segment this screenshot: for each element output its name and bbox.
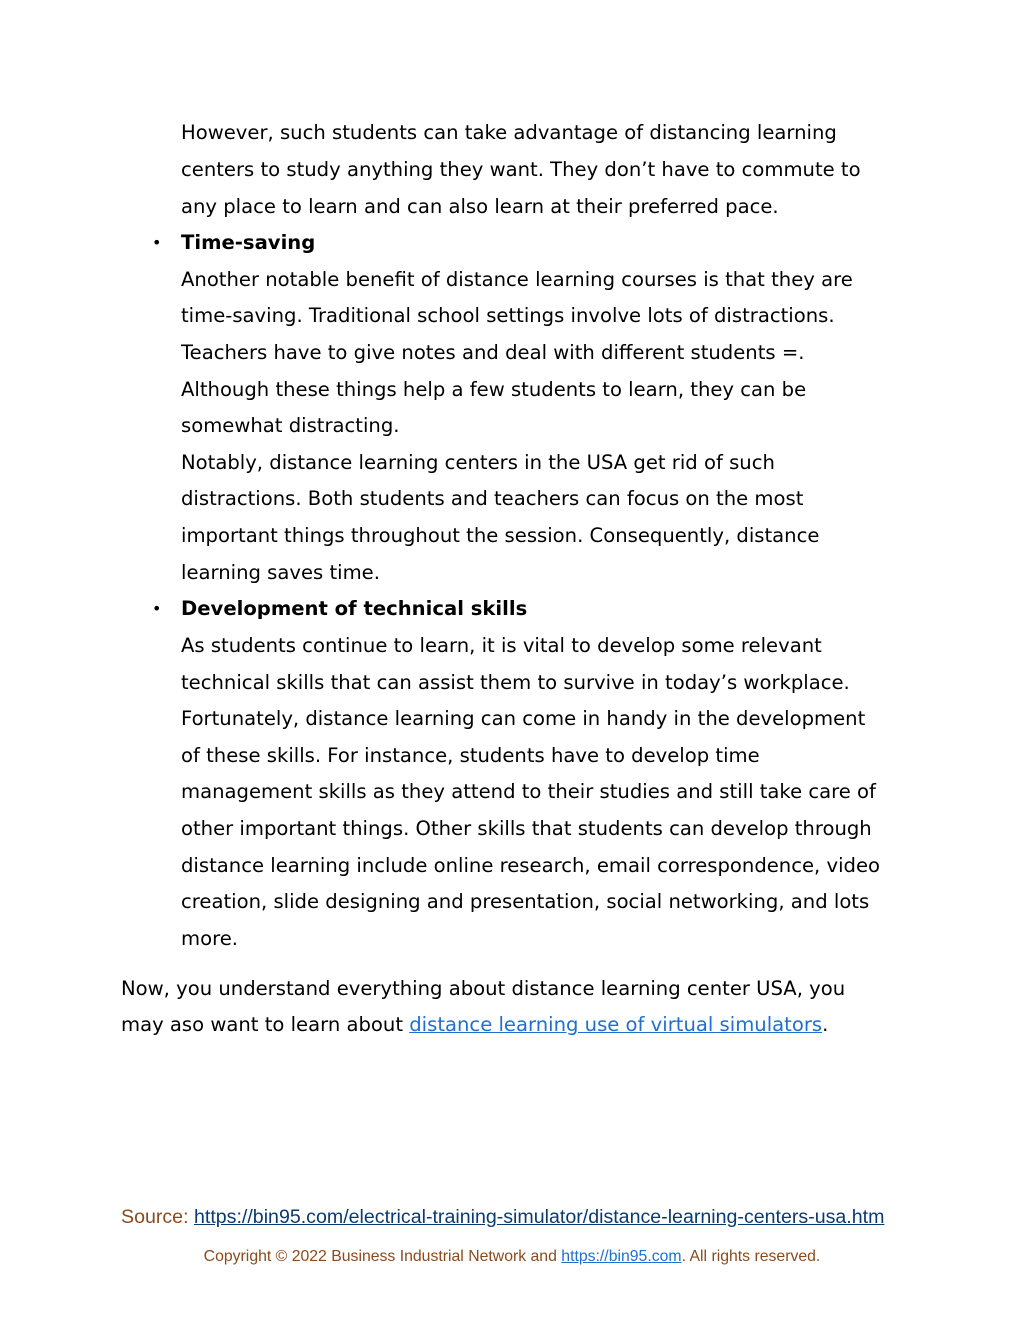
closing-line-prefix: may aso want to learn about [121,1013,410,1036]
source-url-link[interactable]: https://bin95.com/electrical-training-simulator/distance-learning-centers-usa.htm [193,1206,885,1228]
bullet-marker: • [152,599,162,618]
bullet-heading: Development of technical skills [181,597,528,620]
closing-line-suffix: . [822,1013,829,1036]
bullet-line: learning saves time. [181,561,380,584]
bullet-marker: • [152,233,162,252]
bullet-line: technical skills that can assist them to survive in today’s workplace. [181,671,850,694]
bullet-heading: Time-saving [181,231,316,254]
closing-line [121,1007,828,1044]
source-label: Source: [121,1206,194,1228]
bullet-line: Another notable benefit of distance learning courses is that they are [181,268,853,291]
closing-line: Now, you understand everything about distance learning center USA, you [121,977,846,1000]
copyright-prefix: Copyright © 2022 Business Industrial Network and [203,1248,562,1265]
bullet-line: Although these things help a few students to learn, they can be [181,378,807,401]
bullet-line: time-saving. Traditional school settings involve lots of distractions. [181,304,835,327]
copyright-line [0,1245,1024,1269]
intro-line: centers to study anything they want. They don’t have to commute to [181,158,861,181]
bullet-line: important things throughout the session. Consequently, distance [181,524,820,547]
bullet-line: As students continue to learn, it is vital to develop some relevant [181,634,822,657]
bullet-line: distance learning include online research, email correspondence, video [181,854,881,877]
bin95-home-link[interactable]: https://bin95.com [561,1248,682,1265]
bullet-line: Teachers have to give notes and deal with different students =. [181,341,805,364]
bullet-line: more. [181,927,238,950]
intro-line: any place to learn and can also learn at their preferred pace. [181,195,779,218]
bullet-line: of these skills. For instance, students have to develop time [181,744,760,767]
bullet-line: other important things. Other skills that students can develop through [181,817,872,840]
copyright-suffix: . All rights reserved. [681,1248,821,1265]
bullet-line: creation, slide designing and presentation, social networking, and lots [181,890,870,913]
bullet-line: somewhat distracting. [181,414,400,437]
virtual-simulators-link[interactable]: distance learning use of virtual simulators [409,1013,823,1036]
bullet-line: Fortunately, distance learning can come in handy in the development [181,707,866,730]
bullet-line: management skills as they attend to their studies and still take care of [181,780,876,803]
intro-line: However, such students can take advantage of distancing learning [181,121,837,144]
bullet-line: Notably, distance learning centers in the USA get rid of such [181,451,775,474]
bullet-line: distractions. Both students and teachers can focus on the most [181,487,804,510]
source-line [121,1203,884,1231]
